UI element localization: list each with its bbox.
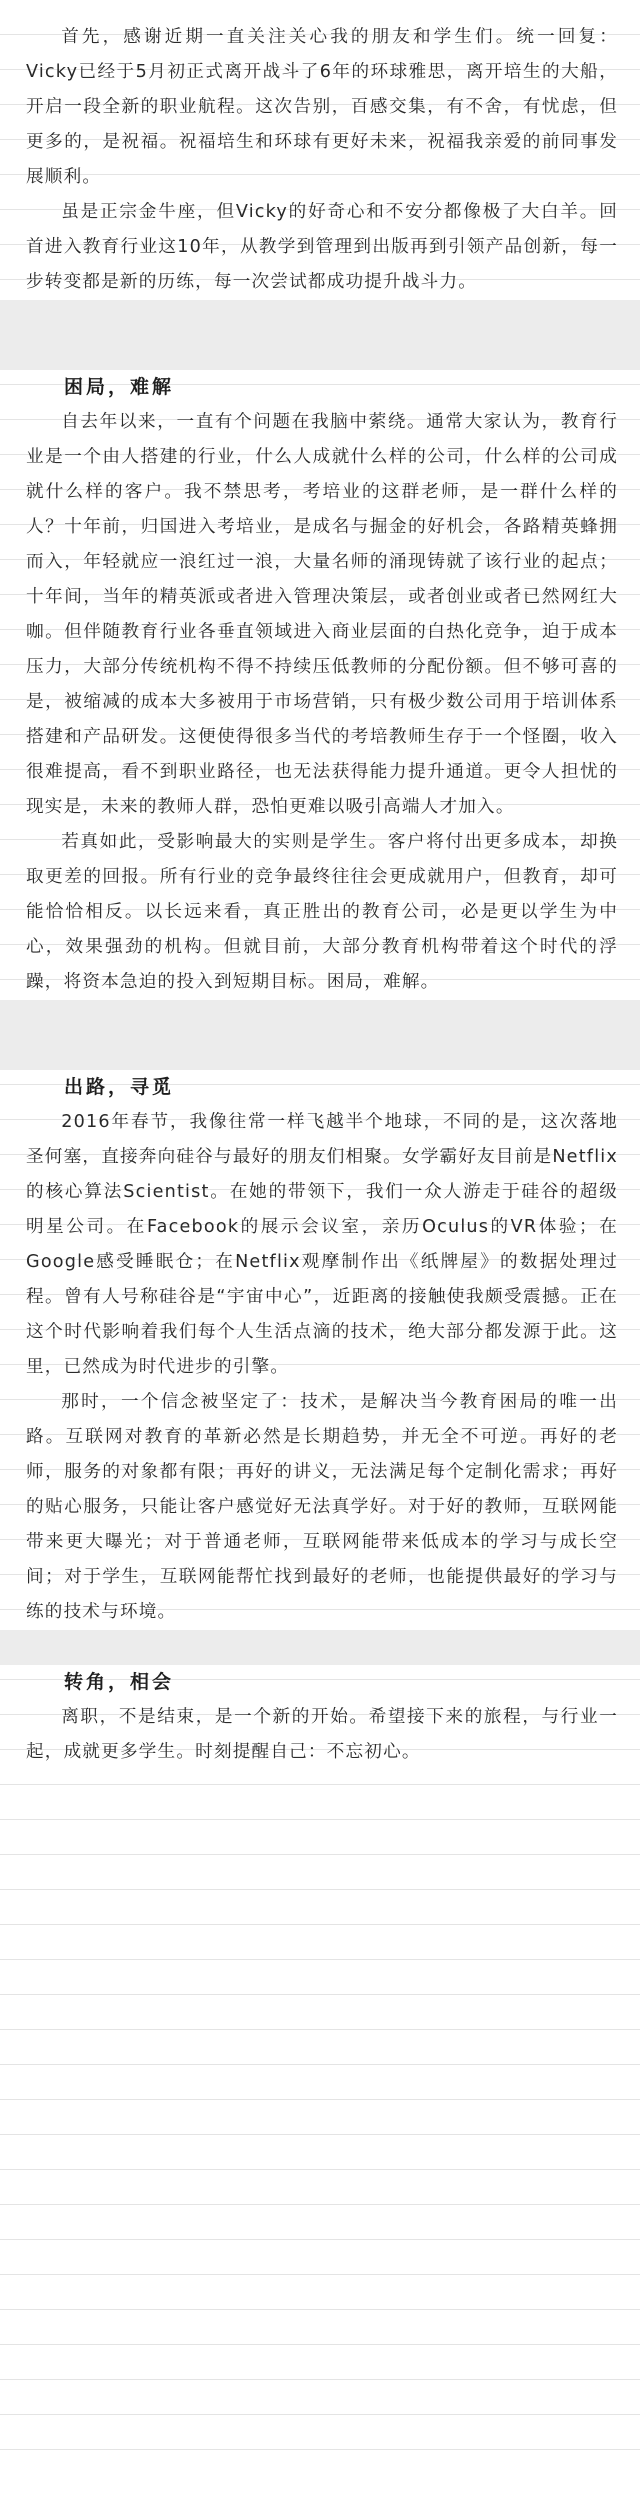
section-heading: 出路，寻觅	[64, 1076, 175, 1098]
section-turning-point	[22, 1665, 622, 1770]
section-divider	[0, 1630, 640, 1665]
section-intro	[22, 20, 622, 300]
section-dilemma	[22, 370, 622, 1000]
paragraph: 若真如此，受影响最大的实则是学生。客户将付出更多成本，却换取更差的回报。所有行业的竞争最终往往会更成就用户，但教育，却可能恰恰相反。以长远来看，真正胜出的教育公司，必是更以学生为中心，效果强劲的机构。但就目前，大部分教育机构带着这个时代的浮躁，将资本急迫的投入到短期目标。困局，难解。	[26, 832, 618, 992]
section-heading: 困局，难解	[64, 376, 175, 398]
section-divider	[0, 1000, 640, 1070]
paragraph: 离职，不是结束，是一个新的开始。希望接下来的旅程，与行业一起，成就更多学生。时刻提醒自己：不忘初心。	[26, 1707, 618, 1762]
section-way-out	[22, 1070, 622, 1630]
paragraph: 虽是正宗金牛座，但Vicky的好奇心和不安分都像极了大白羊。回首进入教育行业这10年，从教学到管理到出版再到引领产品创新，每一步转变都是新的历练，每一次尝试都成功提升战斗力。	[26, 202, 618, 292]
paragraph: 首先，感谢近期一直关注关心我的朋友和学生们。统一回复：Vicky已经于5月初正式离开战斗了6年的环球雅思，离开培生的大船，开启一段全新的职业航程。这次告别，百感交集，有不舍，有忧虑，但更多的，是祝福。祝福培生和环球有更好未来，祝福我亲爱的前同事发展顺利。	[26, 27, 618, 187]
paragraph: 那时，一个信念被坚定了：技术，是解决当今教育困局的唯一出路。互联网对教育的革新必然是长期趋势，并无全不可逆。再好的老师，服务的对象都有限；再好的讲义，无法满足每个定制化需求；再好的贴心服务，只能让客户感觉好无法真学好。对于好的教师，互联网能带来更大曝光；对于普通老师，互联网能带来低成本的学习与成长空间；对于学生，互联网能帮忙找到最好的老师，也能提供最好的学习与练的技术与环境。	[26, 1392, 618, 1622]
paragraph: 2016年春节，我像往常一样飞越半个地球，不同的是，这次落地圣何塞，直接奔向硅谷与最好的朋友们相聚。女学霸好友目前是Netflix的核心算法Scientist。在她的带领下，我们一众人游走于硅谷的超级明星公司。在Facebook的展示会议室，亲历Oculus的VR体验；在Google感受睡眠仓；在Netflix观摩制作出《纸牌屋》的数据处理过程。曾有人号称硅谷是“宇宙中心”，近距离的接触使我颇受震撼。正在这个时代影响着我们每个人生活点滴的技术，绝大部分都发源于此。这里，已然成为时代进步的引擎。	[26, 1112, 618, 1377]
section-divider	[0, 300, 640, 370]
paragraph: 自去年以来，一直有个问题在我脑中萦绕。通常大家认为，教育行业是一个由人搭建的行业，什么人成就什么样的公司，什么样的公司成就什么样的客户。我不禁思考，考培业的这群老师，是一群什么样的人？十年前，归国进入考培业，是成名与掘金的好机会，各路精英蜂拥而入，年轻就应一浪红过一浪，大量名师的涌现铸就了该行业的起点；十年间，当年的精英派或者进入管理决策层，或者创业或者已然网红大咖。但伴随教育行业各垂直领域进入商业层面的白热化竞争，迫于成本压力，大部分传统机构不得不持续压低教师的分配份额。但不够可喜的是，被缩减的成本大多被用于市场营销，只有极少数公司用于培训体系搭建和产品研发。这便使得很多当代的考培教师生存于一个怪圈，收入很难提高，看不到职业路径，也无法获得能力提升通道。更令人担忧的现实是，未来的教师人群，恐怕更难以吸引高端人才加入。	[26, 412, 618, 817]
section-heading: 转角，相会	[64, 1671, 175, 1693]
